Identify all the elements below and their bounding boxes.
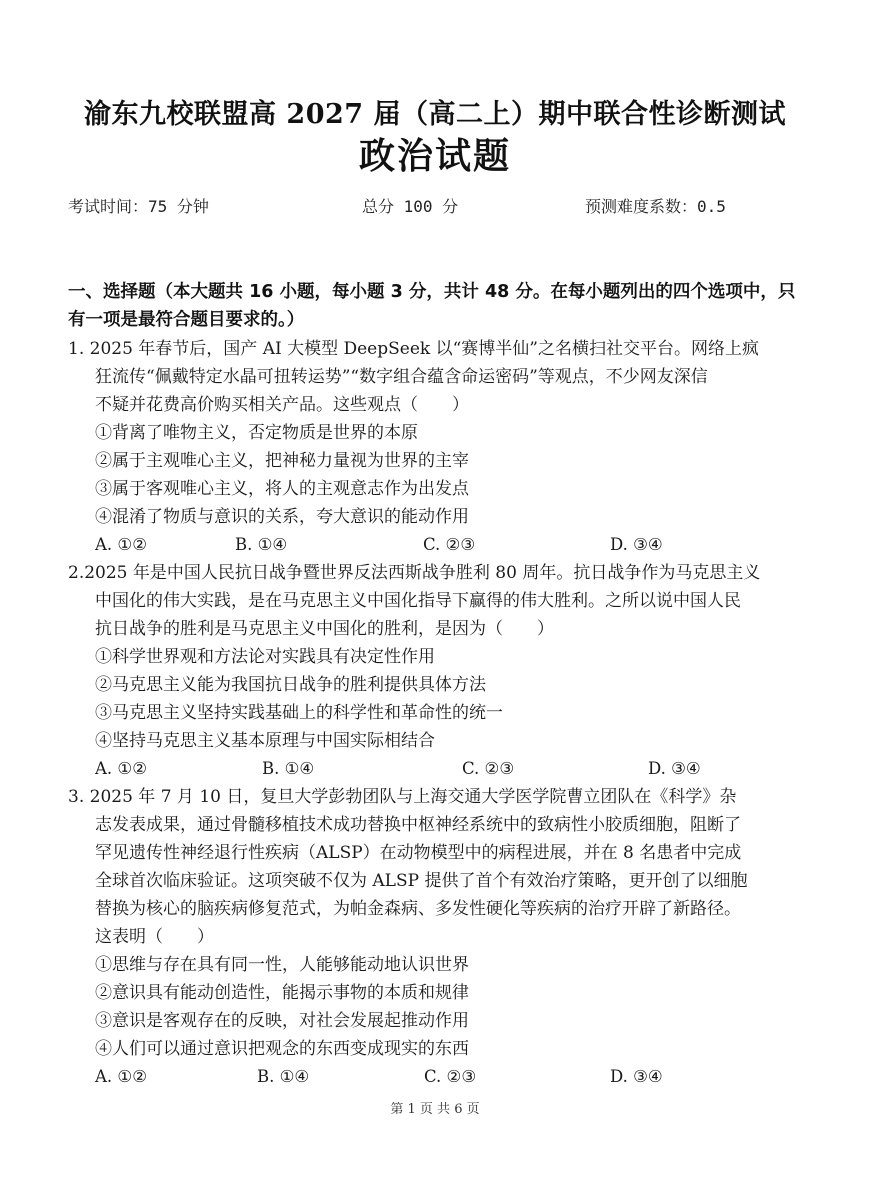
statement: ④混淆了物质与意识的关系，夸大意识的能动作用 (95, 507, 469, 527)
option-c: C. ②③ (423, 535, 476, 554)
option-d: D. ③④ (610, 535, 663, 554)
question-stem-line: 2.2025 年是中国人民抗日战争暨世界反法西斯战争胜利 80 周年。抗日战争作为马克思主义 (68, 563, 761, 583)
option-d: D. ③④ (610, 1067, 663, 1086)
statement: ④人们可以通过意识把观念的东西变成现实的东西 (95, 1039, 469, 1059)
statement: ③马克思主义坚持实践基础上的科学性和革命性的统一 (95, 703, 503, 723)
statement: ②马克思主义能为我国抗日战争的胜利提供具体方法 (95, 675, 486, 695)
statement: ①思维与存在具有同一性，人能够能动地认识世界 (95, 955, 469, 975)
question-stem-line: 抗日战争的胜利是马克思主义中国化的胜利，是因为（ ） (95, 619, 554, 639)
difficulty-coefficient: 预测难度系数：0.5 (585, 197, 726, 216)
question-stem-line: 全球首次临床验证。这项突破不仅为 ALSP 提供了首个有效治疗策略，更开创了以细胞 (95, 871, 748, 891)
subject-title: 政治试题 (358, 135, 511, 177)
question-stem-line: 1. 2025 年春节后，国产 AI 大模型 DeepSeek 以“赛博半仙”之名横扫社交平台。网络上疯 (68, 339, 759, 359)
question-stem-line: 不疑并花费高价购买相关产品。这些观点（ ） (95, 395, 469, 415)
question-stem-line: 狂流传“佩戴特定水晶可扭转运势”“数字组合蕴含命运密码”等观点，不少网友深信 (95, 367, 708, 387)
statement: ④坚持马克思主义基本原理与中国实际相结合 (95, 731, 435, 751)
option-c: C. ②③ (424, 1067, 477, 1086)
option-a: A. ①② (95, 535, 147, 554)
question-stem-line: 3. 2025 年 7 月 10 日，复旦大学彭勃团队与上海交通大学医学院曹立团队在《科学》杂 (68, 787, 737, 807)
question-stem-line: 志发表成果，通过骨髓移植技术成功替换中枢神经系统中的致病性小胶质细胞，阻断了 (95, 815, 741, 835)
statement: ②意识具有能动创造性，能揭示事物的本质和规律 (95, 983, 469, 1003)
option-a: A. ①② (95, 1067, 147, 1086)
statement: ②属于主观唯心主义，把神秘力量视为世界的主宰 (95, 451, 469, 471)
question-stem-line: 这表明（ ） (95, 927, 214, 947)
exam-title: 渝东九校联盟高 2027 届（高二上）期中联合性诊断测试 (84, 99, 786, 130)
statement: ①背离了唯物主义，否定物质是世界的本原 (95, 423, 418, 443)
page-number: 第 1 页 共 6 页 (390, 1102, 480, 1117)
option-b: B. ①④ (262, 759, 315, 778)
option-b: B. ①④ (257, 1067, 310, 1086)
option-d: D. ③④ (648, 759, 701, 778)
exam-time: 考试时间：75 分钟 (68, 197, 209, 216)
question-stem-line: 替换为核心的脑疾病修复范式，为帕金森病、多发性硬化等疾病的治疗开辟了新路径。 (95, 899, 741, 919)
statement: ①科学世界观和方法论对实践具有决定性作用 (95, 647, 435, 667)
statement: ③意识是客观存在的反映，对社会发展起推动作用 (95, 1011, 469, 1031)
option-a: A. ①② (95, 759, 147, 778)
total-score: 总分 100 分 (362, 197, 459, 216)
question-stem-line: 罕见遗传性神经退行性疾病（ALSP）在动物模型中的病程进展，并在 8 名患者中完成 (95, 843, 742, 863)
statement: ③属于客观唯心主义，将人的主观意志作为出发点 (95, 479, 469, 499)
section-heading: 一、选择题（本大题共 16 小题，每小题 3 分，共计 48 分。在每小题列出的四个选项中，只有一项是最符合题目要求的。） (68, 282, 796, 330)
option-b: B. ①④ (235, 535, 288, 554)
option-c: C. ②③ (462, 759, 515, 778)
question-stem-line: 中国化的伟大实践，是在马克思主义中国化指导下赢得的伟大胜利。之所以说中国人民 (95, 591, 741, 611)
